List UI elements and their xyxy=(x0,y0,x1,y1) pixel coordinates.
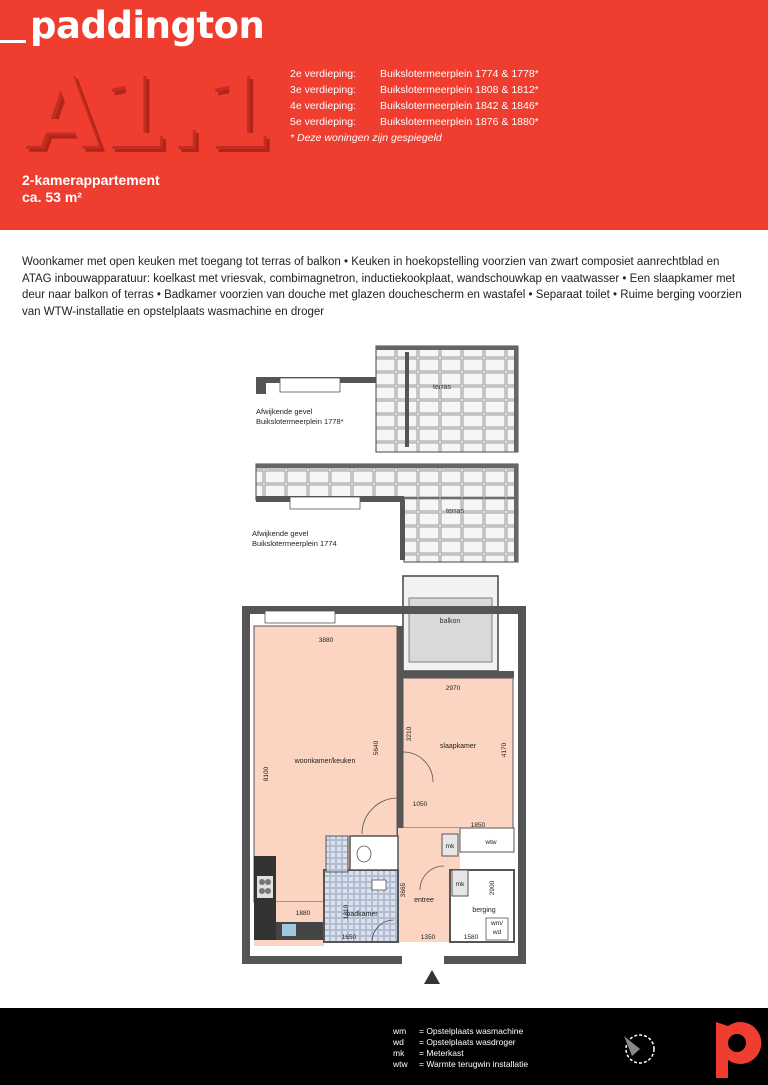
dimension-label: 1850 xyxy=(470,822,486,829)
description: Woonkamer met open keuken met toegang tot terras of balkon • Keuken in hoekopstelling voorzien van zwart composiet aanrechtblad en ATAG inbouwapparatuur: koelkast met vriesvak, combimagnetron, inductiekookplaat, wandschouwkap en vaatwasser • Een slaapkamer met deur naar balkon of terras • Badkamer voorzien van douche met glazen douchescherm en wastafel • Separaat toilet • Ruime berging voorzien van WTW-installatie en opstelplaats wasmachine en droger xyxy=(22,256,742,318)
main-plan xyxy=(246,576,522,984)
header xyxy=(0,0,768,230)
logo-underline xyxy=(0,40,26,43)
floor-row: 2e verdieping: Buikslotermeerplein 1774 & 1778* xyxy=(290,68,539,80)
bedroom-label: slaapkamer xyxy=(439,743,477,750)
variant-1-terrace-label: terras xyxy=(433,384,451,391)
variant-2-plan xyxy=(252,464,518,562)
legend-item: mk = Meterkast xyxy=(393,1048,464,1058)
dimension-label: 4170 xyxy=(501,742,508,758)
footer xyxy=(0,1008,768,1085)
wm-wd-label: wd xyxy=(492,929,502,936)
bathroom xyxy=(324,870,398,942)
floor-plan xyxy=(0,330,768,990)
living-room-label: woonkamer/keuken xyxy=(294,758,356,765)
dimension-label: 1050 xyxy=(412,801,428,808)
dimension-label: 1880 xyxy=(295,910,311,917)
dimension-label: 8100 xyxy=(263,766,270,782)
wm-wd-label: wm/ xyxy=(491,920,503,927)
dimension-label: 3880 xyxy=(318,637,334,644)
mirror-note: * Deze woningen zijn gespiegeld xyxy=(290,132,442,144)
bathroom-label: badkamer xyxy=(346,911,378,918)
variant-1-plan xyxy=(256,346,518,452)
variant-1-label: Afwijkende gevel xyxy=(256,407,313,416)
dimension-label: 1650 xyxy=(341,934,357,941)
floor-row: 5e verdieping: Buikslotermeerplein 1876 & 1880* xyxy=(290,116,539,128)
dimension-label: 1350 xyxy=(420,934,436,941)
legend xyxy=(393,1026,528,1070)
dimension-label: 5640 xyxy=(373,740,380,756)
legend-item: wtw = Warmte terugwin installatie xyxy=(393,1059,529,1069)
variant-2-terrace-label: terras xyxy=(446,508,464,515)
compass-icon xyxy=(618,1030,662,1068)
paddington-p-logo-icon xyxy=(712,1018,762,1080)
dimension-label: 3665 xyxy=(400,882,407,898)
entrance-label: entree xyxy=(414,897,434,904)
dimension-label: 1580 xyxy=(463,934,479,941)
floor-row: 3e verdieping: Buikslotermeerplein 1808 & 1812* xyxy=(290,84,539,96)
floor-list xyxy=(290,66,539,146)
legend-item: wm = Opstelplaats wasmachine xyxy=(393,1026,524,1036)
variant-1-address: Buikslotermeerplein 1778* xyxy=(256,417,344,426)
dimension-label: 2900 xyxy=(489,880,496,896)
storage-label: berging xyxy=(472,907,496,914)
dimension-label: 1810 xyxy=(343,904,350,920)
meter-cupboard-label: mk xyxy=(455,881,465,888)
wtw-label: wtw xyxy=(485,839,497,846)
brand-logo: paddington xyxy=(30,4,265,47)
type-line: 2-kamerappartement xyxy=(22,172,160,188)
apartment-type xyxy=(22,172,160,206)
variant-2-address: Buikslotermeerplein 1774 xyxy=(252,539,337,548)
floor-row: 4e verdieping: Buikslotermeerplein 1842 & 1846* xyxy=(290,100,539,112)
apartment-code: A1.1 xyxy=(22,53,269,170)
dimension-label: 2970 xyxy=(445,685,461,692)
dimension-label: 3210 xyxy=(406,726,413,742)
entrance-arrow-icon xyxy=(424,970,440,984)
variant-2-label: Afwijkende gevel xyxy=(252,529,309,538)
meter-cupboard-label: mk xyxy=(445,843,455,850)
area-line: ca. 53 m² xyxy=(22,189,82,205)
legend-item: wd = Opstelplaats wasdroger xyxy=(393,1037,516,1047)
balcony-label: balkon xyxy=(439,618,461,625)
